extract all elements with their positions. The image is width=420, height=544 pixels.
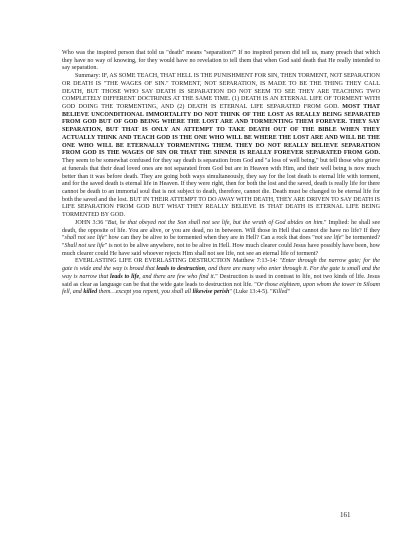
text-run: " Destruction is used in contrast to life, not two kinds of life. Jesus said as clear as language can be that the wide gate leads to destruction not life. " [62, 273, 380, 288]
emphasis-run: likewise perish [192, 289, 230, 296]
emphasis-run: leads to destruction [156, 266, 206, 273]
text-run: Who was the inspired person that told us "death" means "separation?" If no inspired person did tell us, many preach that which they have no way of knowing, for they would have no revelation to tell them that when God said death that He really intended to say separation. [62, 50, 380, 72]
scripture-quote: them…except you repent, you shall all [97, 289, 193, 296]
text-run: " be tormented? " [62, 235, 381, 249]
scripture-quote: not see life [314, 235, 342, 242]
text-run: JOHN 3:36 " [75, 219, 108, 226]
text-run: EVERLASTING LIFE OR EVERLASTING DESTRUCTION Matthew 7:13-14: " [75, 258, 282, 265]
paragraph-summary [62, 73, 380, 220]
scripture-quote: shall not see life [64, 235, 105, 242]
emphasis-run: leads to life [110, 273, 140, 280]
text-run: " how can they be alive to be tormented when they are in Hell? Can a rock that does " [104, 235, 315, 242]
emphasis-run: killed [83, 289, 98, 296]
scripture-quote: Or those eighteen, upon whom the tower in Siloam fell, and [62, 281, 380, 296]
scripture-quote: , and there are many who enter through it. For the gate is small and the way is narrow that [62, 266, 380, 280]
page-number: 161 [340, 511, 351, 519]
text-run: " (Luke 13:4-5). " [229, 289, 273, 296]
text-run: " is not to be alive anywhere, not to be alive in Hell. How much clearer could Jesus have possibly have been, how much clearer could He have said whoever rejects Him shall not see life, not see an eternal life of torment? [62, 242, 381, 257]
scripture-quote: Enter through the narrow gate; for the gate is wide and the way is broad that [62, 258, 380, 273]
paragraph-everlasting-life [62, 258, 380, 297]
text-run: Summary: IF, AS SOME TEACH, THAT HELL IS THE PUNISHMENT FOR SIN, THEN TORMENT, NOT SEPARATION OR DEATH IS "THE WAGES OF SIN." TORMENT, NOT SEPARATION, IS MADE TO BE THE THING THEY CALL DEATH, BUT THOSE WHO SAY DEATH IS SEPARATION DO NOT SEEM TO SEE THEY ARE TEACHING TWO COMPLETELY DIFFERENT DOCTRINES AT THE SAME TIME. (1) DEATH IS AN ETERNAL LIFE OF TORMENT WITH GOD DOING THE TORMENTING, AND (2) DEATH IS ETERNAL LIFE SEPARATED FROM GOD. [62, 73, 380, 111]
paragraph-separation-question [62, 50, 380, 73]
scripture-quote: But, he that obeyed not the Son shall not see life, but the wrath of God abides on him. [107, 219, 325, 226]
text-run: " Implied: he shall see death, the opposite of life. You are alive, or you are dead, no in between. Will those in Hell that cannot die have no life? If they " [62, 219, 380, 242]
text-run: " [287, 289, 290, 296]
paragraph-john-3-36 [62, 220, 380, 259]
text-run: They seem to be somewhat confused for they say death is separation from God and "a loss of well being," but tell those who grieve at funerals that their dead loved ones are not separated from God but are in Heaven with Him, and their well being is now much better than it was before death. They are going both ways simultaneously, they say for the lost death is eternal life with torment, and for the saved death is eternal life in Heaven. If they were right, then for both the lost and the saved, death is really life for there cannot be death to an immortal soul that is not subject to death, therefore, cannot die. Death must be changed to be eternal life for both the saved and the lost. BUT IN THEIR ATTEMPT TO DO AWAY WITH DEATH, THEY ARE DRIVEN TO SAY DEATH IS LIFE SEPARATION FROM GOD BUT WHAT THEY REALLY BELIEVE IS THAT DEATH IS ETERNAL LIFE BEING TORMENTED BY GOD. [62, 158, 380, 219]
scripture-quote: , and there are few who find it. [139, 273, 216, 280]
scripture-quote: Shall not see life [64, 242, 105, 249]
book-page [62, 50, 380, 297]
scripture-quote: Killed [272, 289, 288, 296]
bold-text-run: MOST THAT BELIEVE UNCONDITIONAL IMMORTALITY DO NOT THINK OF THE LOST AS REALLY BEING SEPARATED FROM GOD BUT OF GOD BEING WHERE THE LOST ARE AND TORMENTING THEM FOREVER. THEY SAY SEPARATION, BUT THAT IS ONLY AN ATTEMPT TO TAKE DEATH OUT OF THE BIBLE WHEN THEY ACTUALLY THINK AND TEACH GOD IS THE ONE WHO WILL BE WHERE THE LOST ARE AND WILL BE THE ONE WHO WILL BE ETERNALLY TORMENTING THEM. THEY DO NOT REALLY BELIEVE SEPARATION FROM GOD IS THE WAGES OF SIN OR THAT THE SINNER IS REALLY FOREVER SEPARATED FROM GOD. [62, 104, 380, 157]
